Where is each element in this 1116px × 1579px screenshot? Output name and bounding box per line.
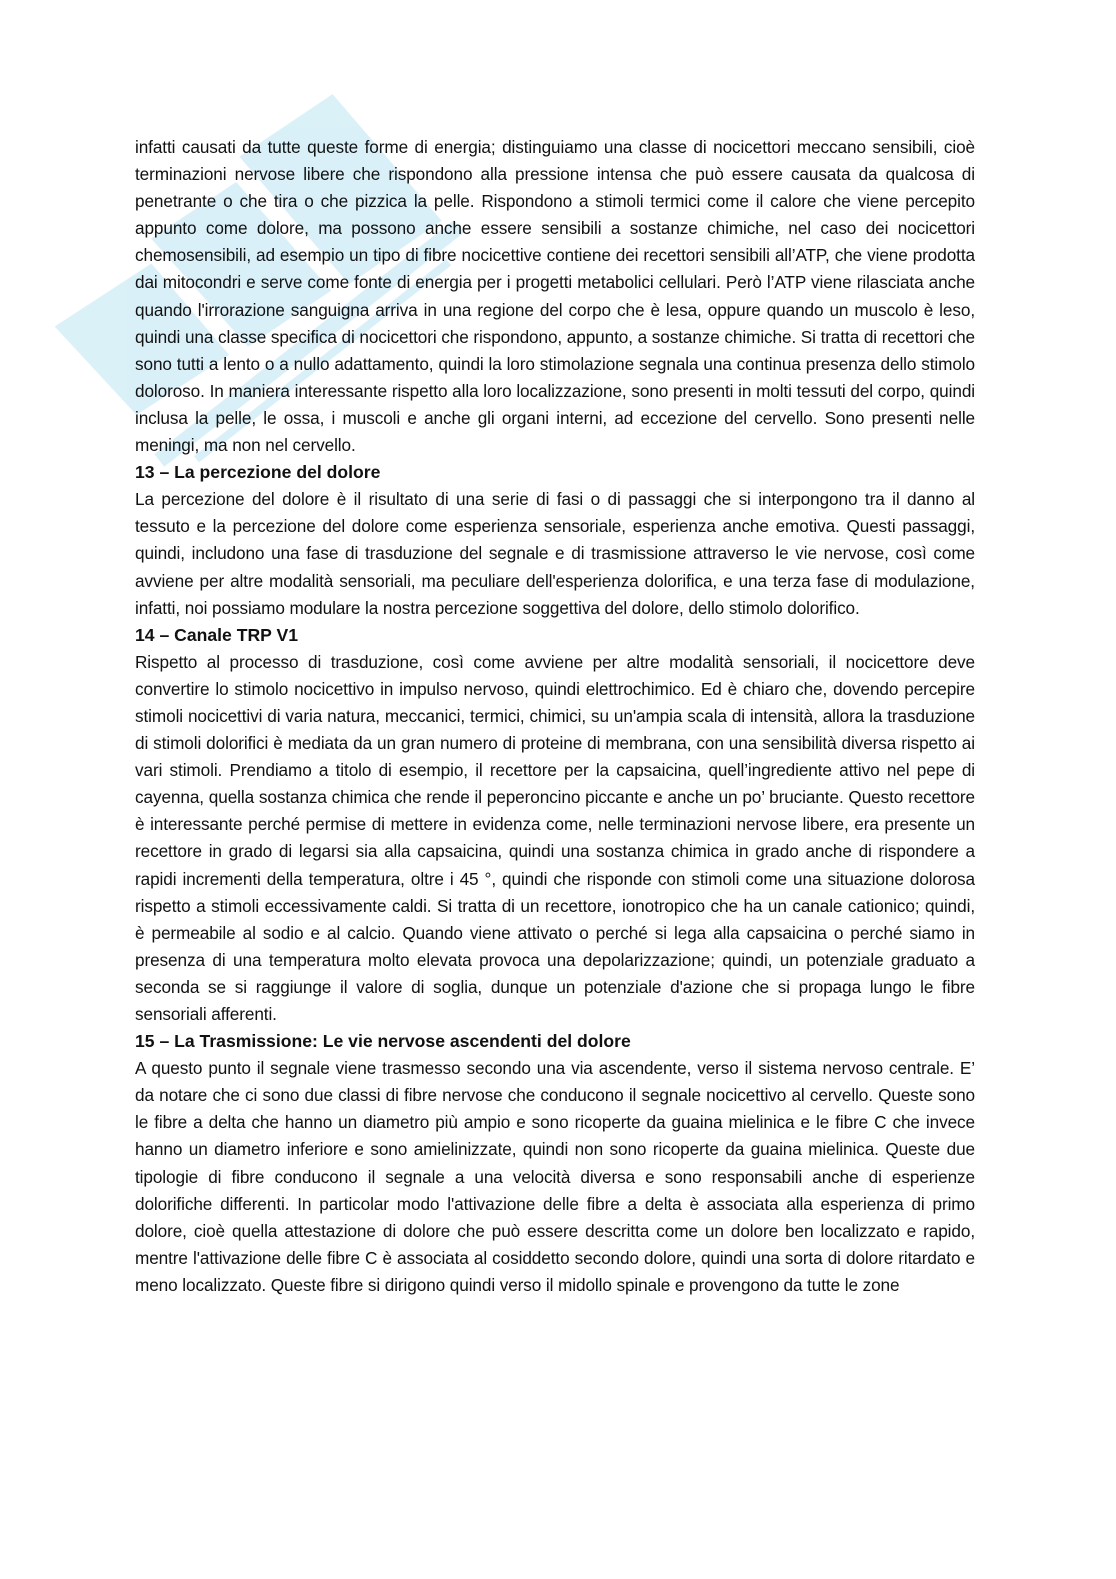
paragraph-percezione-dolore: La percezione del dolore è il risultato di una serie di fasi o di passaggi che si interpongono tra il danno al tessuto e la percezione del dolore come esperienza sensoriale, esperienza anche emotiva. Questi passaggi, quindi, includono una fase di trasduzione del segnale e di trasmissione attraverso le vie nervose, così come avviene per altre modalità sensoriali, ma peculiare dell'esperienza dolorifica, e una terza fase di modulazione, infatti, noi possiamo modulare la nostra percezione soggettiva del dolore, dello stimolo dolorifico. bbox=[135, 489, 975, 618]
heading-percezione-dolore: 13 – La percezione del dolore bbox=[135, 462, 381, 483]
paragraph-trasduzione: Rispetto al processo di trasduzione, così come avviene per altre modalità sensoriali, il nocicettore deve convertire lo stimolo nocicettivo in impulso nervoso, quindi elettrochimico. Ed è chiaro che, dovendo percepire stimoli nocicettivi di varia natura, meccanici, termici, chimici, su un'ampia scala di intensità, allora la trasduzione di stimoli dolorifici è mediata da un gran numero di proteine di membrana, con una sensibilità diversa rispetto ai vari stimoli. Prendiamo a titolo di esempio, il recettore per la capsaicina, quell’ingrediente attivo nel pepe di cayenna, quella sostanza chimica che rende il peperoncino piccante e anche un po’ bruciante. Questo recettore è interessante perché permise di mettere in evidenza come, nelle terminazioni nervose libere, era presente un recettore in grado di legarsi sia alla capsaicina, quindi una sostanza chimica in grado anche di rispondere a rapidi incrementi della temperatura, oltre i 45 °, quindi che risponde con stimoli come una situazione dolorosa rispetto a stimoli eccessivamente caldi. Si tratta di un recettore, ionotropico che ha un canale cationico; quindi, è permeabile al sodio e al calcio. Quando viene attivato o perché si lega alla capsaicina o perché siamo in presenza di una temperatura molto elevata provoca una depolarizzazione; quindi, un potenziale graduato a seconda se si raggiunge il valore di soglia, dunque un potenziale d'azione che si propaga lungo le fibre sensoriali afferenti. bbox=[135, 651, 975, 1024]
heading-canale-trp-v1: 14 – Canale TRP V1 bbox=[135, 624, 298, 645]
document-page bbox=[135, 134, 975, 1299]
heading-trasmissione: 15 – La Trasmissione: Le vie nervose ascendenti del dolore bbox=[135, 1031, 631, 1052]
paragraph-nocicettori: infatti causati da tutte queste forme di energia; distinguiamo una classe di nocicettori meccano sensibili, cioè terminazioni nervose libere che rispondono alla pressione intensa che può essere causata da qualcosa di penetrante o che tira o che pizzica la pelle. Rispondono a stimoli termici come il calore che viene percepito appunto come dolore, ma possono anche essere sensibili a sostanze chimiche, nel caso dei nocicettori chemosensibili, ad esempio un tipo di fibre nocicettive contiene dei recettori sensibili all’ATP, che viene prodotta dai mitocondri e serve come fonte di energia per i progetti metabolici cellulari. Però l’ATP viene rilasciata anche quando l'irrorazione sanguigna arriva in una regione del corpo che è lesa, oppure quando un muscolo è leso, quindi una classe specifica di nocicettori che rispondono, appunto, a sostanze chimiche. Si tratta di recettori che sono tutti a lento o a nullo adattamento, quindi la loro stimolazione segnala una continua presenza dello stimolo doloroso. In maniera interessante rispetto alla loro localizzazione, sono presenti in molti tessuti del corpo, quindi inclusa la pelle, le ossa, i muscoli e anche gli organi interni, ad eccezione del cervello. Sono presenti nelle meningi, ma non nel cervello. bbox=[135, 137, 975, 456]
paragraph-trasmissione: A questo punto il segnale viene trasmesso secondo una via ascendente, verso il sistema nervoso centrale. E’ da notare che ci sono due classi di fibre nervose che conducono il segnale nocicettivo al cervello. Queste sono le fibre a delta che hanno un diametro più ampio e sono ricoperte da guaina mielinica e le fibre C che invece hanno un diametro inferiore e sono amielinizzate, quindi non sono ricoperte da guaina mielinica. Queste due tipologie di fibre conducono il segnale a una velocità diversa e sono responsabili anche di esperienze dolorifiche differenti. In particolar modo l'attivazione delle fibre a delta è associata alla esperienza di primo dolore, cioè quella attestazione di dolore che può essere descritta come un dolore ben localizzato e rapido, mentre l'attivazione delle fibre C è associata al cosiddetto secondo dolore, quindi una sorta di dolore ritardato e meno localizzato. Queste fibre si dirigono quindi verso il midollo spinale e provengono da tutte le zone bbox=[135, 1058, 975, 1295]
